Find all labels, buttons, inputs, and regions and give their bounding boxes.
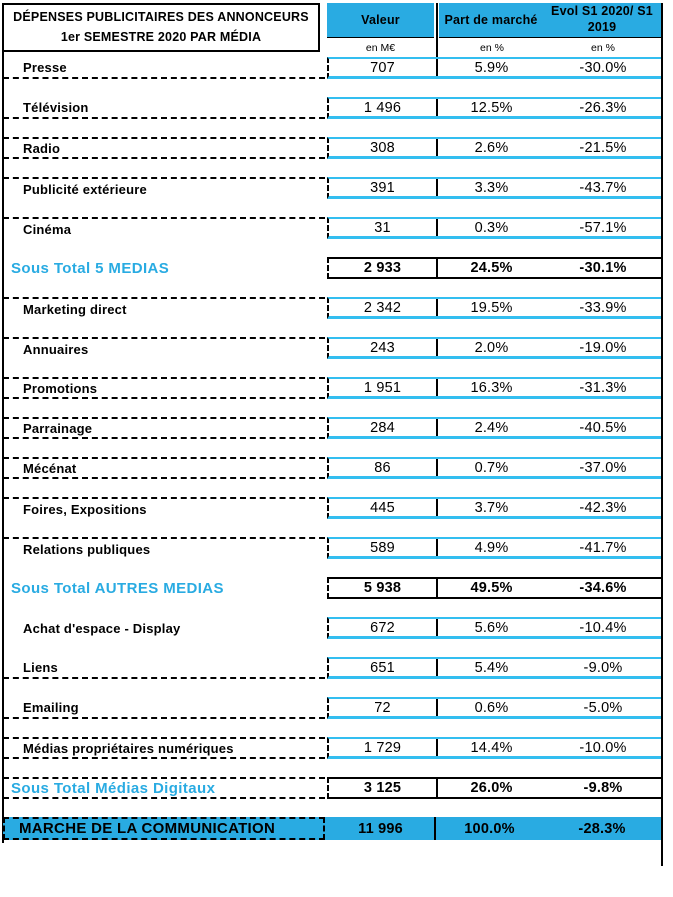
row-value-meur: 651 — [370, 659, 395, 676]
row-market-share: 24.5% — [470, 260, 513, 276]
row-market-share: 0.3% — [474, 219, 509, 236]
row-market-share: 16.3% — [470, 379, 513, 396]
row-evolution: -21.5% — [579, 139, 627, 156]
row-market-share: 49.5% — [470, 580, 513, 596]
row-evolution: -34.6% — [579, 580, 627, 596]
row-value-meur: 1 496 — [363, 99, 402, 116]
row-value-meur: 707 — [370, 59, 395, 76]
row-value-meur: 589 — [370, 539, 395, 556]
row-values — [327, 537, 661, 559]
row-market-share: 5.6% — [474, 619, 509, 636]
row-market-share: 14.4% — [470, 739, 513, 756]
row-values — [327, 657, 661, 679]
row-values — [327, 737, 661, 759]
table-row — [0, 257, 673, 279]
row-label: Télévision — [3, 97, 325, 119]
row-values — [327, 337, 661, 359]
row-label: MARCHE DE LA COMMUNICATION — [3, 817, 325, 840]
row-evolution: -9.8% — [583, 780, 623, 796]
row-values — [327, 297, 661, 319]
row-label: Foires, Expositions — [3, 497, 325, 519]
unit-label-evol: en % — [591, 42, 615, 54]
row-evolution: -30.0% — [579, 59, 627, 76]
row-values — [327, 457, 661, 479]
row-values — [327, 697, 661, 719]
table-row — [0, 537, 673, 559]
row-market-share: 26.0% — [470, 780, 513, 796]
row-value-meur: 5 938 — [363, 580, 402, 596]
table-title-line1: DÉPENSES PUBLICITAIRES DES ANNONCEURS — [13, 10, 309, 25]
table-row — [0, 497, 673, 519]
row-label: Mécénat — [3, 457, 325, 479]
row-market-share: 5.9% — [474, 59, 509, 76]
table-row — [0, 577, 673, 599]
row-value-meur: 2 342 — [363, 299, 402, 316]
row-label: Cinéma — [3, 217, 325, 239]
row-values — [327, 57, 661, 79]
row-market-share: 3.3% — [474, 179, 509, 196]
table-row — [0, 697, 673, 719]
row-evolution: -31.3% — [579, 379, 627, 396]
table-row — [0, 817, 673, 840]
row-evolution: -26.3% — [579, 99, 627, 116]
row-value-meur: 391 — [370, 179, 395, 196]
row-evolution: -30.1% — [579, 260, 627, 276]
row-values — [327, 577, 661, 599]
row-label: Liens — [3, 657, 325, 679]
row-evolution: -19.0% — [579, 339, 627, 356]
row-value-meur: 672 — [370, 619, 395, 636]
row-market-share: 2.0% — [474, 339, 509, 356]
row-market-share: 0.7% — [474, 459, 509, 476]
row-evolution: -9.0% — [583, 659, 623, 676]
row-label: Marketing direct — [3, 297, 325, 319]
column-separator-line — [436, 38, 438, 57]
row-value-meur: 308 — [370, 139, 395, 156]
table-row — [0, 217, 673, 239]
row-evolution: -40.5% — [579, 419, 627, 436]
row-values — [327, 817, 661, 840]
table-row — [0, 297, 673, 319]
column-header-valeur — [327, 3, 434, 38]
table-row — [0, 657, 673, 679]
row-value-meur: 86 — [374, 459, 391, 476]
row-values — [327, 257, 661, 279]
row-market-share: 0.6% — [474, 699, 509, 716]
table-row — [0, 457, 673, 479]
table-title — [2, 3, 320, 52]
row-value-meur: 11 996 — [358, 820, 403, 837]
table-row — [0, 337, 673, 359]
row-market-share: 2.4% — [474, 419, 509, 436]
row-label: Emailing — [3, 697, 325, 719]
row-market-share: 19.5% — [470, 299, 513, 316]
row-values — [327, 177, 661, 199]
table-row — [0, 617, 673, 639]
table-row — [0, 177, 673, 199]
table-row — [0, 57, 673, 79]
row-label: Achat d'espace - Display — [23, 620, 181, 636]
table-row — [0, 777, 673, 799]
row-evolution: -37.0% — [579, 459, 627, 476]
table-row — [0, 97, 673, 119]
row-value-meur: 284 — [370, 419, 395, 436]
column-header-evolution: Evol S1 2020/ S1 2019 — [551, 4, 653, 34]
row-evolution: -5.0% — [583, 699, 623, 716]
row-market-share: 2.6% — [474, 139, 509, 156]
row-values — [327, 97, 661, 119]
column-header-group — [439, 3, 661, 38]
table-row — [0, 377, 673, 399]
row-values — [327, 377, 661, 399]
row-evolution: -42.3% — [579, 499, 627, 516]
row-values — [327, 217, 661, 239]
row-value-meur: 3 125 — [363, 780, 402, 796]
row-label: Annuaires — [3, 337, 325, 359]
row-market-share: 5.4% — [474, 659, 509, 676]
table-row — [0, 137, 673, 159]
column-header-valeur-label: Valeur — [361, 13, 400, 27]
row-evolution: -41.7% — [579, 539, 627, 556]
column-header-part-de-marche: Part de marché — [444, 13, 538, 27]
row-market-share: 3.7% — [474, 499, 509, 516]
row-value-meur: 72 — [374, 699, 391, 716]
unit-label-valeur: en M€ — [365, 42, 396, 54]
row-label: Relations publiques — [3, 537, 325, 559]
table-row — [0, 417, 673, 439]
row-value-meur: 2 933 — [363, 260, 402, 276]
row-label: Promotions — [3, 377, 325, 399]
row-label: Sous Total Médias Digitaux — [3, 777, 325, 799]
row-evolution: -57.1% — [579, 219, 627, 236]
row-value-meur: 1 951 — [363, 379, 402, 396]
column-separator-line — [436, 3, 438, 38]
row-values — [327, 617, 661, 639]
row-values — [327, 137, 661, 159]
row-value-meur: 445 — [370, 499, 395, 516]
row-value-meur: 243 — [370, 339, 395, 356]
row-value-meur: 31 — [374, 219, 391, 236]
row-label: Publicité extérieure — [3, 177, 325, 199]
row-value-meur: 1 729 — [363, 739, 402, 756]
row-label: Parrainage — [3, 417, 325, 439]
row-evolution: -33.9% — [579, 299, 627, 316]
row-market-share: 12.5% — [470, 99, 513, 116]
row-evolution: -10.4% — [579, 619, 627, 636]
table-title-line2: 1er SEMESTRE 2020 PAR MÉDIA — [60, 29, 262, 44]
row-values — [327, 497, 661, 519]
row-evolution: -43.7% — [579, 179, 627, 196]
row-values — [327, 417, 661, 439]
row-evolution: -28.3% — [578, 820, 626, 837]
row-label: Presse — [3, 57, 325, 79]
row-market-share: 4.9% — [474, 539, 509, 556]
row-label: Sous Total 5 MEDIAS — [11, 259, 170, 277]
row-market-share: 100.0% — [464, 820, 515, 837]
table-row — [0, 737, 673, 759]
row-label: Médias propriétaires numériques — [3, 737, 325, 759]
row-label: Radio — [3, 137, 325, 159]
row-label: Sous Total AUTRES MEDIAS — [11, 579, 224, 597]
row-values — [327, 777, 661, 799]
row-evolution: -10.0% — [579, 739, 627, 756]
unit-label-part: en % — [480, 42, 504, 54]
